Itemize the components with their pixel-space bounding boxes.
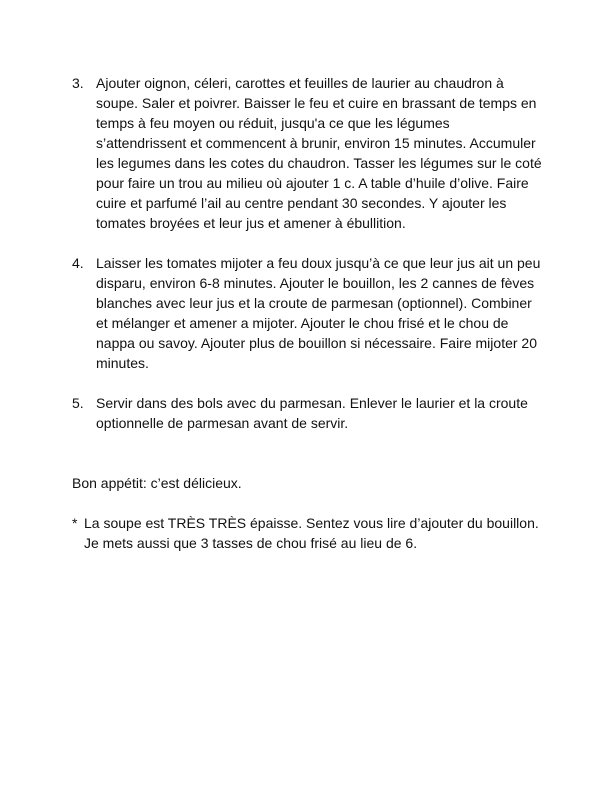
- step-number: 5.: [72, 395, 84, 411]
- footnote-asterisk: *: [72, 515, 78, 531]
- step-text: Servir dans des bols avec du parmesan. Enlever le laurier et la croute optionnelle de parmesan avant de servir.: [96, 395, 528, 431]
- recipe-step-4: [72, 253, 542, 373]
- step-number: 3.: [72, 75, 84, 91]
- step-text: Ajouter oignon, céleri, carottes et feuilles de laurier au chaudron à soupe. Saler et poivrer. Baisser le feu et cuire en brassant de temps en temps à feu moyen ou réduit, jusqu'a ce que les légumes s’attendrissent et commencent à brunir, environ 15 minutes. Accumuler les legumes dans les cotes du chaudron. Tasser les légumes sur le coté pour faire un trou au milieu où ajouter 1 c. A table d’huile d’olive. Faire cuire et parfumé l’ail au centre pendant 30 secondes. Y ajouter les tomates broyées et leur jus et amener à ébullition.: [96, 75, 542, 231]
- recipe-step-3: [72, 73, 542, 233]
- closing-line: Bon appétit: c’est délicieux.: [72, 475, 242, 491]
- footnote-text: La soupe est TRÈS TRÈS épaisse. Sentez vous lire d’ajouter du bouillon. Je mets aussi que 3 tasses de chou frisé au lieu de 6.: [84, 515, 539, 551]
- recipe-steps-list: [72, 73, 542, 453]
- footnote: [72, 513, 542, 553]
- step-text: Laisser les tomates mijoter a feu doux jusqu’à ce que leur jus ait un peu disparu, environ 6-8 minutes. Ajouter le bouillon, les 2 cannes de fèves blanches avec leur jus et la croute de parmesan (optionnel). Combiner et mélanger et amener a mijoter. Ajouter le chou frisé et le chou de nappa ou savoy. Ajouter plus de bouillon si nécessaire. Faire mijoter 20 minutes.: [96, 255, 541, 371]
- step-number: 4.: [72, 255, 84, 271]
- recipe-step-5: [72, 393, 542, 433]
